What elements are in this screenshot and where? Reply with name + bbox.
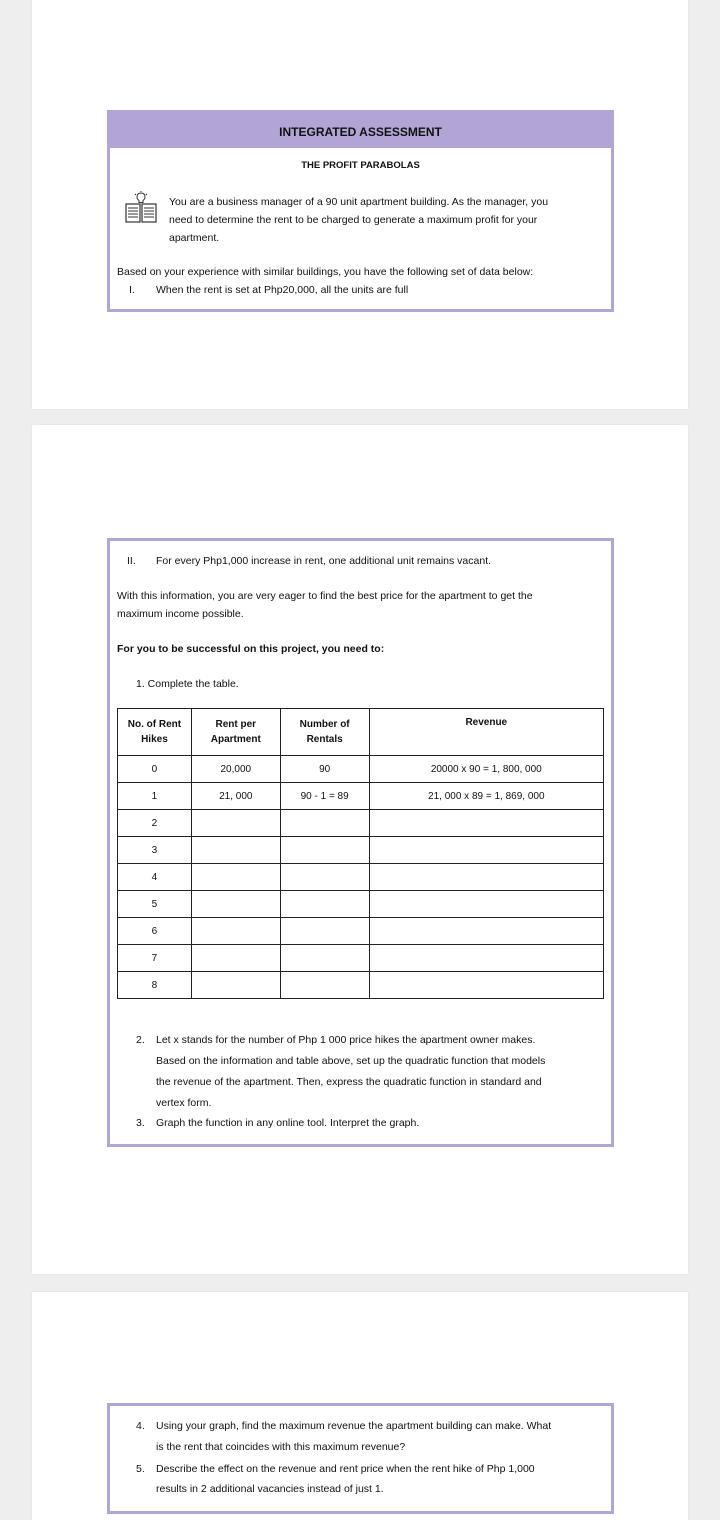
cell-hikes: 4	[118, 864, 192, 891]
book-lightbulb-icon	[124, 191, 158, 225]
cell-revenue	[369, 918, 603, 945]
table-row	[118, 945, 604, 972]
cell-hikes: 8	[118, 972, 192, 999]
cell-hikes: 6	[118, 918, 192, 945]
task-5-line-2: results in 2 additional vacancies instead of just 1.	[156, 1483, 384, 1495]
task-2-line-2: Based on the information and table above, set up the quadratic function that models	[156, 1055, 546, 1067]
cell-rentals: 90	[280, 756, 369, 783]
cell-rentals	[280, 918, 369, 945]
header-revenue: Revenue	[369, 709, 603, 756]
table-row	[118, 918, 604, 945]
cell-rent	[191, 864, 280, 891]
intro-line-3: apartment.	[169, 232, 220, 244]
cell-revenue	[369, 864, 603, 891]
task-2-number: 2.	[136, 1034, 145, 1046]
table-row	[118, 837, 604, 864]
cell-rentals	[280, 837, 369, 864]
item-1-number: I.	[129, 284, 135, 296]
table-row	[118, 756, 604, 783]
table-header-row	[118, 709, 604, 756]
revenue-table	[117, 708, 604, 999]
task-4-number: 4.	[136, 1420, 145, 1432]
cell-revenue	[369, 891, 603, 918]
assessment-box-3	[107, 1403, 614, 1514]
eager-line-1: With this information, you are very eager to find the best price for the apartment to get the	[117, 590, 533, 602]
header-rent-per-apartment: Rent per Apartment	[191, 709, 280, 756]
table-row	[118, 891, 604, 918]
task-2-line-3: the revenue of the apartment. Then, express the quadratic function in standard and	[156, 1076, 542, 1088]
assessment-box-1	[107, 110, 614, 312]
task-2-line-1: Let x stands for the number of Php 1 000 price hikes the apartment owner makes.	[156, 1034, 536, 1046]
cell-rentals	[280, 972, 369, 999]
cell-rentals	[280, 945, 369, 972]
cell-revenue: 20000 x 90 = 1, 800, 000	[369, 756, 603, 783]
cell-revenue	[369, 810, 603, 837]
assessment-subtitle: THE PROFIT PARABOLAS	[301, 160, 420, 171]
cell-hikes: 7	[118, 945, 192, 972]
task-5-number: 5.	[136, 1463, 145, 1475]
cell-hikes: 3	[118, 837, 192, 864]
cell-hikes: 5	[118, 891, 192, 918]
cell-rent	[191, 810, 280, 837]
cell-hikes: 2	[118, 810, 192, 837]
task-4-line-1: Using your graph, find the maximum revenue the apartment building can make. What	[156, 1420, 552, 1432]
cell-hikes: 0	[118, 756, 192, 783]
cell-rentals	[280, 891, 369, 918]
item-1-text: When the rent is set at Php20,000, all the units are full	[156, 284, 409, 296]
intro-line-2: need to determine the rent to be charged to generate a maximum profit for your	[169, 214, 538, 226]
assessment-title: INTEGRATED ASSESSMENT	[110, 113, 611, 148]
cell-rent: 21, 000	[191, 783, 280, 810]
table-row	[118, 783, 604, 810]
cell-revenue	[369, 837, 603, 864]
cell-rent	[191, 918, 280, 945]
cell-rent	[191, 945, 280, 972]
task-1: 1. Complete the table.	[136, 678, 239, 690]
task-3-text: Graph the function in any online tool. Interpret the graph.	[156, 1117, 420, 1129]
success-heading: For you to be successful on this project, you need to:	[117, 643, 385, 655]
item-2-number: II.	[127, 555, 136, 567]
cell-revenue	[369, 945, 603, 972]
task-4-line-2: is the rent that coincides with this maximum revenue?	[156, 1441, 406, 1453]
task-5-line-1: Describe the effect on the revenue and rent price when the rent hike of Php 1,000	[156, 1463, 535, 1475]
intro-line-1: You are a business manager of a 90 unit apartment building. As the manager, you	[169, 196, 549, 208]
cell-rent	[191, 972, 280, 999]
cell-rentals	[280, 864, 369, 891]
task-2-line-4: vertex form.	[156, 1097, 212, 1109]
table-row	[118, 864, 604, 891]
cell-rent	[191, 891, 280, 918]
table-row	[118, 972, 604, 999]
table-row	[118, 810, 604, 837]
header-number-of-rentals: Number of Rentals	[280, 709, 369, 756]
assessment-box-2	[107, 538, 614, 1147]
cell-revenue: 21, 000 x 89 = 1, 869, 000	[369, 783, 603, 810]
eager-line-2: maximum income possible.	[117, 608, 244, 620]
cell-rentals	[280, 810, 369, 837]
task-3-number: 3.	[136, 1117, 145, 1129]
cell-rent: 20,000	[191, 756, 280, 783]
item-2-text: For every Php1,000 increase in rent, one additional unit remains vacant.	[156, 555, 492, 567]
header-rent-hikes: No. of Rent Hikes	[118, 709, 192, 756]
cell-revenue	[369, 972, 603, 999]
data-intro: Based on your experience with similar buildings, you have the following set of data below:	[117, 266, 534, 278]
cell-rent	[191, 837, 280, 864]
cell-hikes: 1	[118, 783, 192, 810]
cell-rentals: 90 - 1 = 89	[280, 783, 369, 810]
